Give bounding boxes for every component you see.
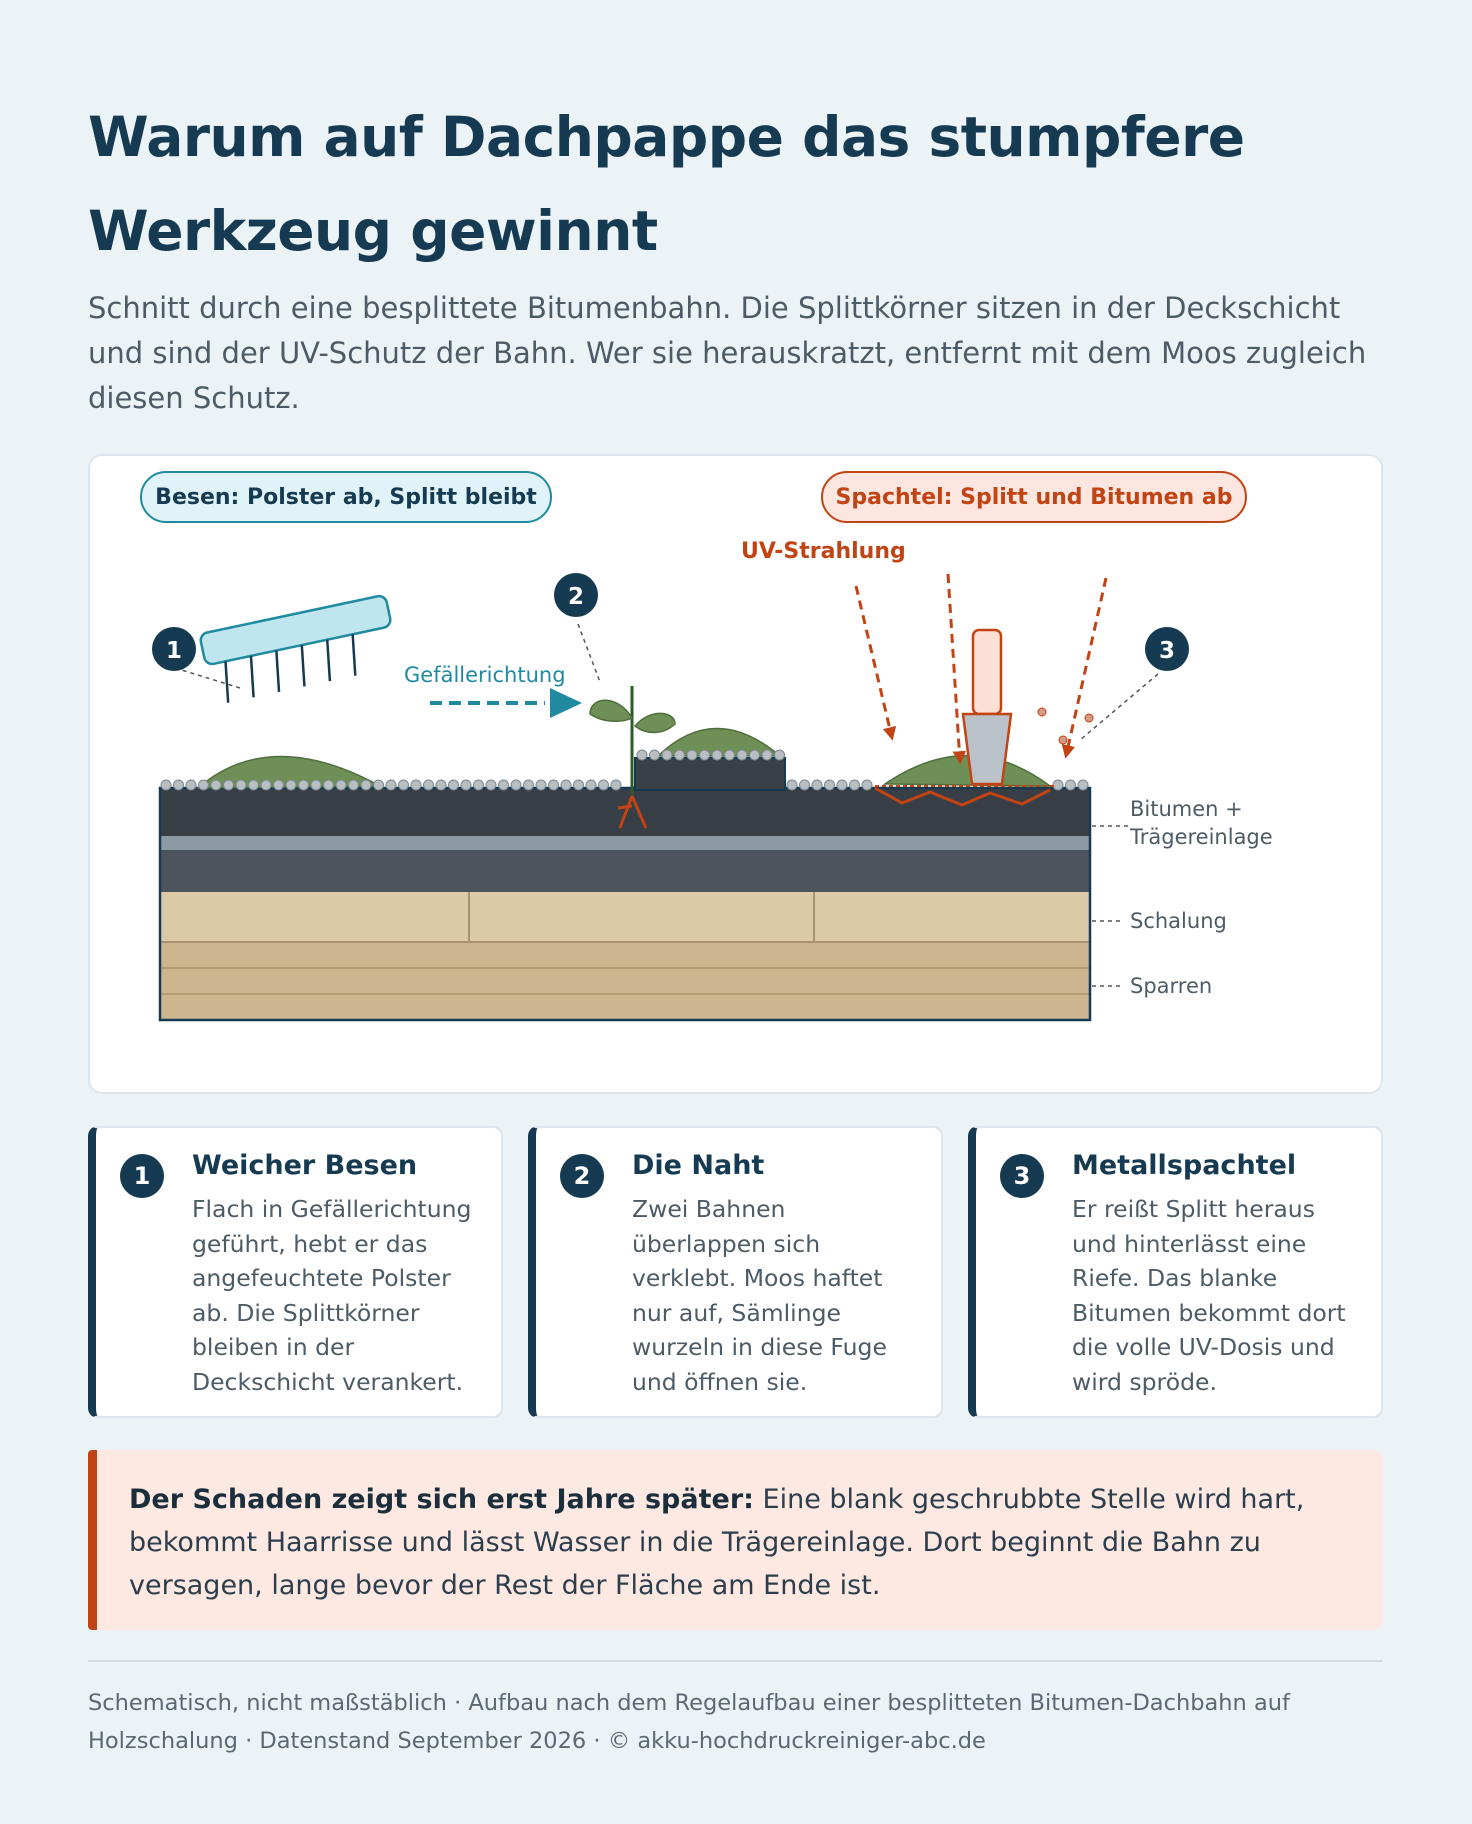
footer-divider: [88, 1660, 1383, 1662]
flow-arrowhead: [550, 688, 582, 718]
layer-label-bitumen: Bitumen +: [1130, 797, 1243, 821]
flow-label: Gefällerichtung: [404, 663, 566, 687]
marker-1: [152, 627, 196, 671]
rafter-layer: [160, 942, 1090, 1020]
card-title: Metallspachtel: [1072, 1150, 1297, 1181]
footer-note: Schematisch, nicht maßstäblich · Aufbau nach dem Regelaufbau einer besplitteten Bitumen-Dachbahn auf Holzschalung · Datenstand September 2026 · © akku-hochdruckreiniger-abc.de: [88, 1690, 1290, 1754]
page-title: Warum auf Dachpappe das stumpfere Werkzeug gewinnt: [88, 105, 1245, 263]
spatula-icon: [963, 630, 1093, 784]
explanation-cards: [88, 1126, 1383, 1418]
card-broom: [88, 1126, 503, 1418]
spatula-method-pill: Spachtel: Splitt und Bitumen ab: [821, 471, 1247, 523]
card-text: Er reißt Splitt heraus und hinterlässt eine Riefe. Das blanke Bitumen bekommt dort die volle UV-Dosis und wird spröde.: [1072, 1195, 1346, 1396]
marker-3: [1145, 627, 1189, 671]
callout-lead: Der Schaden zeigt sich erst Jahre später:: [129, 1484, 754, 1515]
seam-overlap: [635, 758, 785, 790]
svg-text:2: 2: [567, 584, 585, 610]
callout-text: Eine blank geschrubbte Stelle wird hart, bekommt Haarrisse und lässt Wasser in die Trägereinlage. Dort beginnt die Bahn zu versagen, lange bevor der Rest der Fläche am Ende ist.: [129, 1484, 1305, 1601]
card-number: 3: [1000, 1154, 1044, 1198]
svg-text:1: 1: [165, 638, 183, 664]
roof-section-diagram: [88, 454, 1383, 1094]
roof-section-svg: [90, 456, 1385, 1096]
card-spatula: [968, 1126, 1383, 1418]
moss-cushion-3: [885, 755, 1050, 786]
card-text: Zwei Bahnen überlappen sich verklebt. Moos haftet nur auf, Sämlinge wurzeln in diese Fuge und öffnen sie.: [632, 1195, 887, 1396]
boarding-layer: [160, 892, 1090, 942]
uv-label: UV-Strahlung: [741, 539, 906, 564]
bitumen-lower-layer: [160, 850, 1090, 892]
card-seam: [528, 1126, 943, 1418]
card-title: Weicher Besen: [192, 1150, 418, 1181]
damage-callout: [88, 1450, 1383, 1630]
svg-text:3: 3: [1158, 638, 1176, 664]
layer-label-carrier: Trägereinlage: [1130, 825, 1273, 849]
layer-label-rafter: Sparren: [1130, 974, 1213, 998]
marker-2: [554, 573, 598, 617]
card-number: 1: [120, 1154, 164, 1198]
card-text: Flach in Gefällerichtung geführt, hebt er das angefeuchtete Polster ab. Die Splittkörner bleiben in der Deckschicht verankert.: [192, 1195, 472, 1396]
intro-text: Schnitt durch eine besplittete Bitumenbahn. Die Splittkörner sitzen in der Deckschicht und sind der UV-Schutz der Bahn. Wer sie herauskratzt, entfernt mit dem Moos zugleich diesen Schutz.: [88, 291, 1367, 415]
broom-icon: [199, 595, 400, 706]
carrier-layer: [160, 836, 1090, 850]
layer-label-boarding: Schalung: [1130, 909, 1227, 933]
card-title: Die Naht: [632, 1150, 765, 1181]
card-number: 2: [560, 1154, 604, 1198]
broom-method-pill: Besen: Polster ab, Splitt bleibt: [140, 471, 552, 523]
